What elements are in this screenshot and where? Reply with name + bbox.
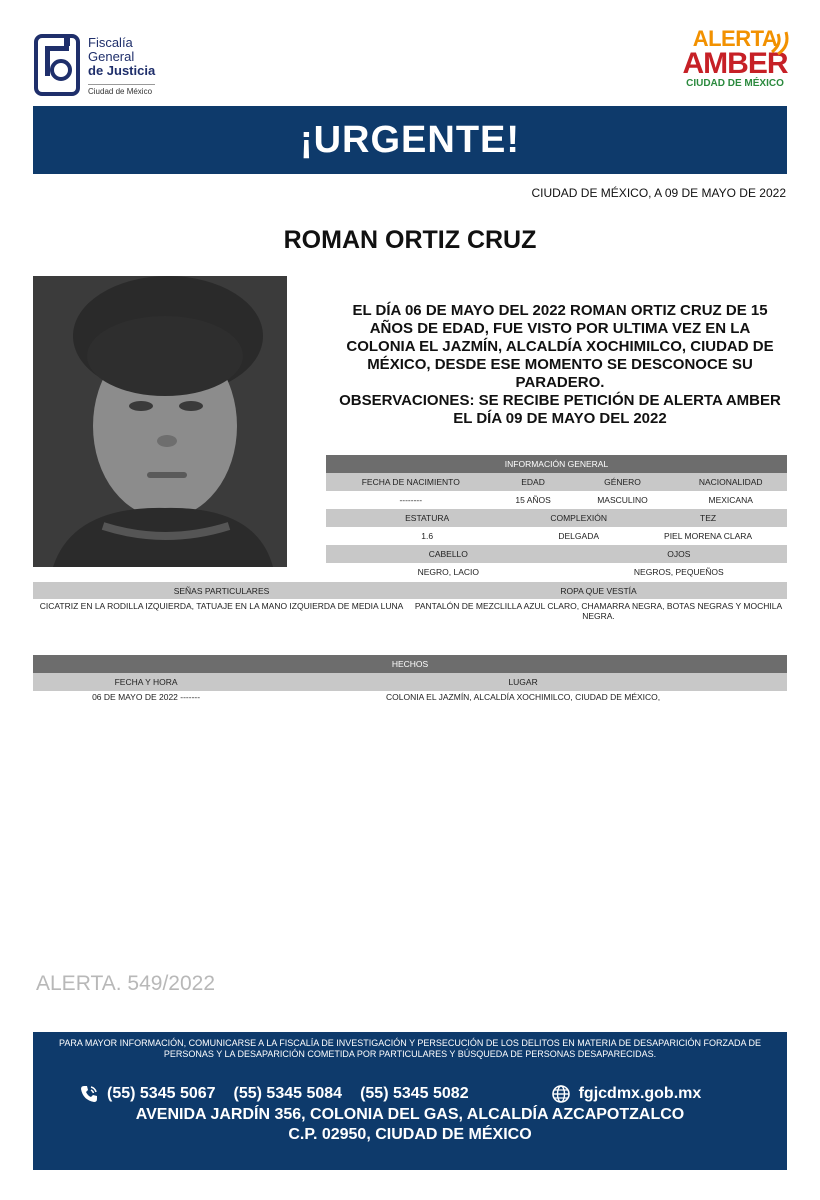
features-clothing-table (33, 582, 787, 625)
portrait-image (33, 276, 287, 567)
website-link[interactable]: fgjcdmx.gob.mx (578, 1085, 702, 1102)
phone-icon (79, 1084, 99, 1104)
value-build: DELGADA (558, 531, 599, 541)
value-hair: NEGRO, LACIO (417, 567, 479, 577)
value-complexion: PIEL MORENA CLARA (664, 531, 753, 541)
value-eyes: NEGROS, PEQUEÑOS (633, 567, 724, 577)
header-complexion: TEZ (700, 513, 717, 523)
observations-text: OBSERVACIONES: SE RECIBE PETICIÓN DE ALERTA AMBER EL DÍA 09 DE MAYO DEL 2022 (339, 392, 781, 427)
case-description (334, 302, 786, 428)
address-line-1: AVENIDA JARDÍN 356, COLONIA DEL GAS, ALCALDÍA AZCAPOTZALCO (135, 1106, 685, 1123)
header-clothing: ROPA QUE VESTÍA (560, 585, 637, 596)
missing-person-photo (33, 276, 287, 567)
footer-contacts (79, 1084, 759, 1104)
value-gender: MASCULINO (597, 495, 648, 505)
header-birthdate: FECHA DE NACIMIENTO (361, 477, 460, 487)
banner-title: ¡URGENTE! (299, 118, 521, 161)
value-date-time: 06 DE MAYO DE 2022 ------- (92, 692, 201, 702)
facts-table (33, 655, 787, 709)
facts-title: HECHOS (391, 659, 429, 669)
header-age: EDAD (521, 477, 545, 487)
value-clothing: PANTALÓN DE MEZCLILLA AZUL CLARO, CHAMARRA NEGRA, BOTAS NEGRAS Y MOCHILA NEGRA. (414, 601, 783, 621)
fgj-emblem-icon (34, 34, 80, 96)
fgj-logo (34, 30, 174, 102)
phone-number-1[interactable]: (55) 5345 5067 (107, 1085, 216, 1102)
header-date-time: FECHA Y HORA (114, 677, 178, 687)
alert-number: ALERTA. 549/2022 (36, 972, 216, 995)
phone-number-3[interactable]: (55) 5345 5082 (360, 1085, 469, 1102)
footer-address (33, 1105, 787, 1145)
globe-icon (551, 1084, 571, 1104)
person-name: ROMAN ORTIZ CRUZ (283, 226, 537, 254)
general-info-title: INFORMACIÓN GENERAL (504, 459, 609, 469)
address-line-2: C.P. 02950, CIUDAD DE MÉXICO (288, 1126, 532, 1143)
date-line: CIUDAD DE MÉXICO, A 09 DE MAYO DE 2022 (531, 186, 786, 200)
amber-line-1: ALERTA (692, 26, 778, 51)
footer-info-text: PARA MAYOR INFORMACIÓN, COMUNICARSE A LA FISCALÍA DE INVESTIGACIÓN Y PERSECUCIÓN DE LOS DELITOS EN MATERIA DE DESAPARICIÓN FORZADA DE PERSONAS Y LA DESAPARICIÓN COMETIDA POR PARTICULARES Y BÚSQUEDA DE PERSONAS DESAPARECIDAS. (59, 1038, 761, 1059)
value-age: 15 AÑOS (515, 495, 551, 505)
header-nationality: NACIONALIDAD (698, 477, 763, 487)
header-gender: GÉNERO (604, 477, 641, 487)
amber-line-3: CIUDAD DE MÉXICO (686, 78, 784, 89)
value-distinguishing-features: CICATRIZ EN LA RODILLA IZQUIERDA, TATUAJE EN LA MANO IZQUIERDA DE MEDIA LUNA (39, 601, 404, 611)
phone-number-2[interactable]: (55) 5345 5084 (233, 1085, 343, 1102)
header-eyes: OJOS (667, 549, 691, 559)
amber-line-2: AMBER (682, 47, 788, 80)
header-height: ESTATURA (405, 513, 450, 523)
header-distinguishing-features: SEÑAS PARTICULARES (173, 585, 270, 596)
signal-waves-icon (768, 30, 794, 56)
value-height: 1.6 (421, 531, 434, 541)
agency-line-1: Fiscalía (88, 35, 133, 50)
value-nationality: MEXICANA (708, 495, 753, 505)
agency-line-2: General (88, 49, 135, 64)
header-build: COMPLEXIÓN (550, 513, 608, 523)
agency-line-4: Ciudad de México (88, 84, 155, 96)
amber-alert-logo (680, 28, 790, 100)
header-hair: CABELLO (428, 549, 468, 559)
value-place: COLONIA EL JAZMÍN, ALCALDÍA XOCHIMILCO, CIUDAD DE MÉXICO, (386, 692, 661, 702)
urgent-banner (33, 106, 787, 174)
fgj-wordmark (88, 36, 155, 96)
header-place: LUGAR (508, 677, 538, 687)
description-text: EL DÍA 06 DE MAYO DEL 2022 ROMAN ORTIZ CRUZ DE 15 AÑOS DE EDAD, FUE VISTO POR ULTIMA VEZ EN LA COLONIA EL JAZMÍN, ALCALDÍA XOCHIMILCO, CIUDAD DE MÉXICO, DESDE ESE MOMENTO SE DESCONOCE SU PARADERO. (346, 302, 774, 391)
value-birthdate: -------- (399, 495, 423, 505)
agency-line-3: de Justicia (88, 63, 156, 78)
contact-footer (33, 1032, 787, 1170)
general-info-table (326, 455, 787, 581)
